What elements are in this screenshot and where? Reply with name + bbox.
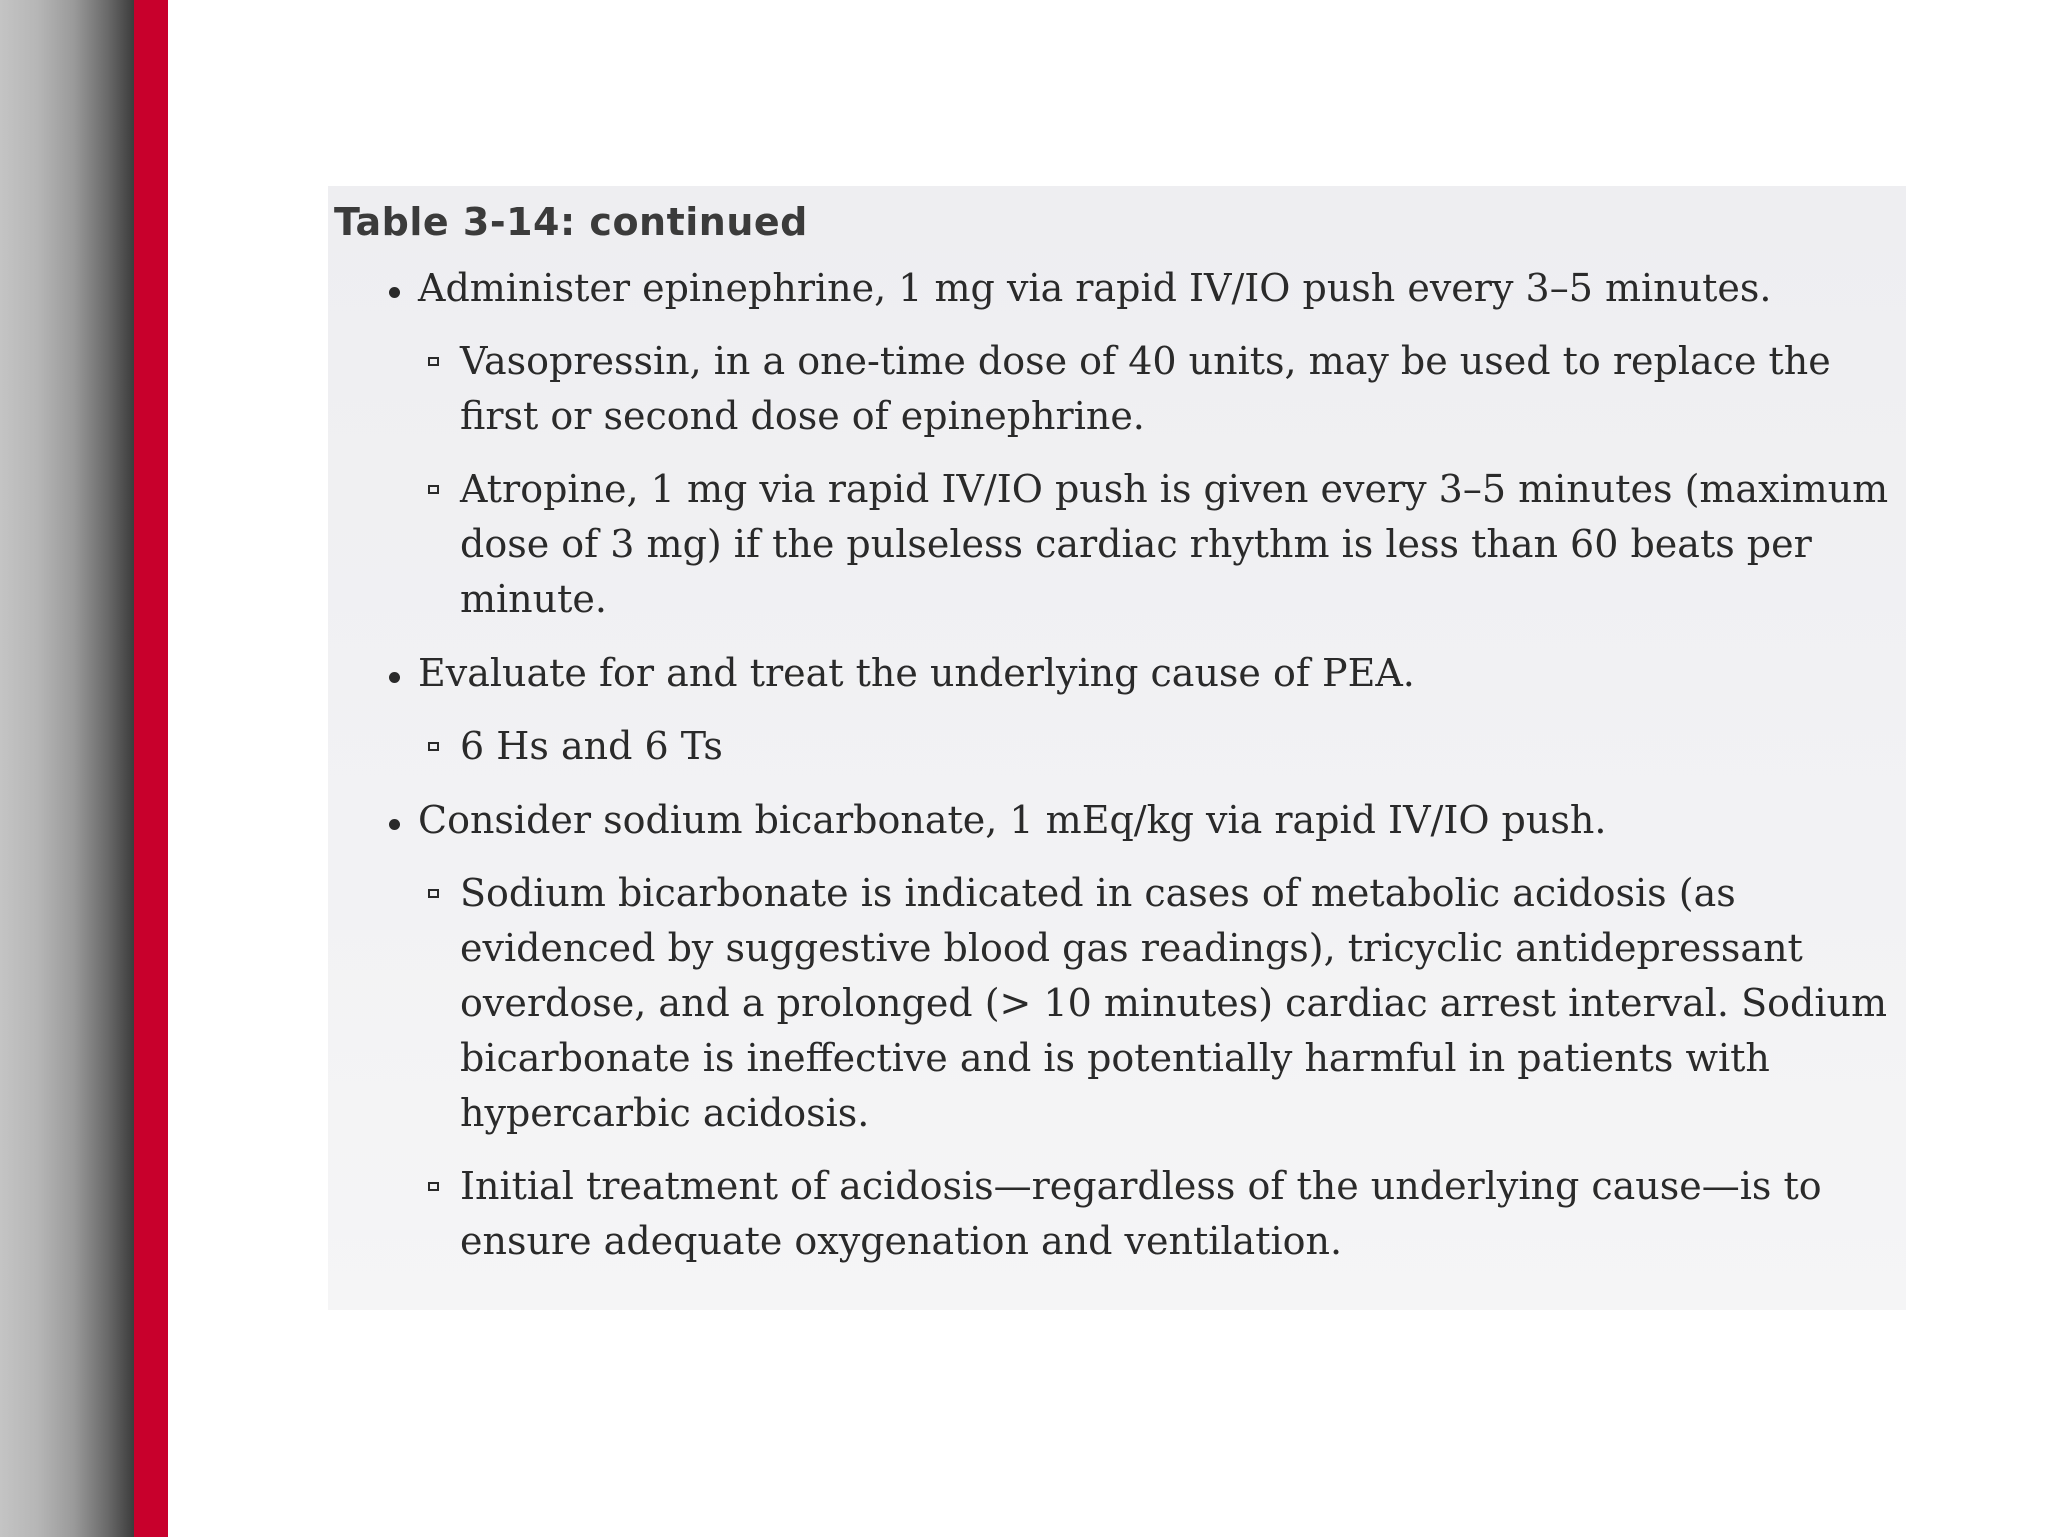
bullet-item-sodium-bicarbonate — [334, 792, 1906, 1269]
sub-item-text: Atropine, 1 mg via rapid IV/IO push is given every 3–5 minutes (maximum dose of 3 mg) if the pulseless cardiac rhythm is less than 60 beats per minute. — [460, 466, 1889, 621]
sub-item-bicarbonate-indications — [418, 866, 1906, 1141]
square-bullet-icon — [428, 485, 439, 494]
bullet-icon — [389, 287, 400, 298]
sub-item-text: Vasopressin, in a one-time dose of 40 units, may be used to replace the first or second dose of epinephrine. — [460, 338, 1831, 438]
scanned-table-page — [328, 186, 1906, 1310]
square-bullet-icon — [428, 889, 439, 898]
sub-item-text: Sodium bicarbonate is indicated in cases of metabolic acidosis (as evidenced by suggestive blood gas readings), tricyclic antidepressant overdose, and a prolonged (> 10 minutes) cardiac arrest interval. Sodium bicarbonate is ineffective and is potentially harmful in patients with hypercarbic acidosis. — [460, 870, 1887, 1135]
sub-item-vasopressin — [418, 334, 1906, 444]
sub-item-text: Initial treatment of acidosis—regardless of the underlying cause—is to ensure adequate oxygenation and ventilation. — [460, 1163, 1822, 1263]
bullet-text: Consider sodium bicarbonate, 1 mEq/kg via rapid IV/IO push. — [418, 797, 1607, 842]
bullet-text: Administer epinephrine, 1 mg via rapid IV/IO push every 3–5 minutes. — [418, 265, 1772, 310]
sub-item-acidosis-treatment — [418, 1159, 1906, 1269]
slide-red-band — [134, 0, 168, 1537]
square-bullet-icon — [428, 742, 439, 751]
bullet-item-epinephrine — [334, 260, 1906, 627]
slide-grey-band — [0, 0, 134, 1537]
sub-list — [418, 719, 1906, 774]
sub-list — [418, 866, 1906, 1269]
bullet-item-underlying-cause — [334, 645, 1906, 774]
square-bullet-icon — [428, 1182, 439, 1191]
sub-item-text: 6 Hs and 6 Ts — [460, 723, 723, 768]
bullet-icon — [389, 672, 400, 683]
sub-list — [418, 334, 1906, 627]
sub-item-atropine — [418, 462, 1906, 627]
table-heading: Table 3-14: continued — [334, 200, 808, 244]
bullet-list — [334, 260, 1906, 1269]
sub-item-hs-ts — [418, 719, 1906, 774]
bullet-icon — [389, 819, 400, 830]
bullet-text: Evaluate for and treat the underlying cause of PEA. — [418, 650, 1415, 695]
square-bullet-icon — [428, 357, 439, 366]
